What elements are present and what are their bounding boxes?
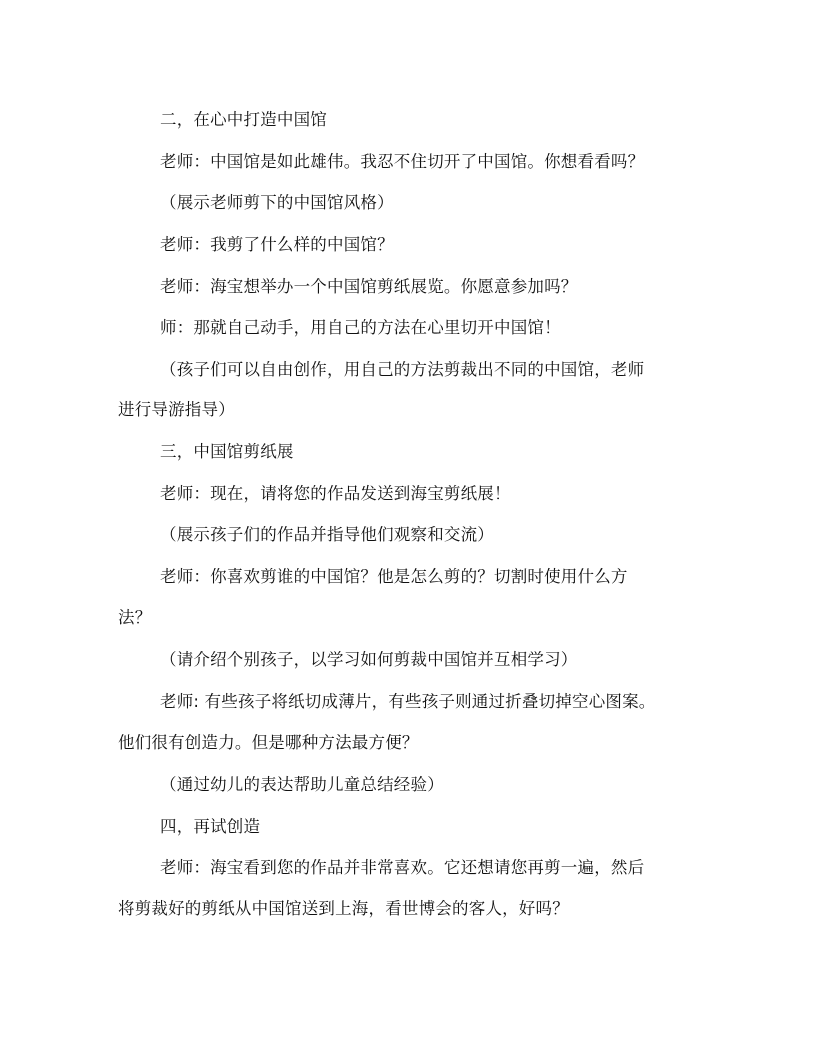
- paragraph: 老师：你喜欢剪谁的中国馆？他是怎么剪的？切割时使用什么方: [160, 567, 628, 586]
- section-heading-3: 三，中国馆剪纸展: [160, 442, 294, 461]
- paragraph: 老师: 有些孩子将纸切成薄片，有些孩子则通过折叠切掉空心图案。: [160, 692, 656, 711]
- paragraph-continuation: 法？: [118, 608, 152, 627]
- paragraph: （请介绍个别孩子，以学习如何剪裁中国馆并互相学习）: [160, 650, 578, 669]
- paragraph: 老师：海宝看到您的作品并非常喜欢。它还想请您再剪一遍，然后: [160, 858, 645, 877]
- paragraph: 师：那就自己动手，用自己的方法在心里切开中国馆！: [160, 318, 561, 337]
- section-heading-2: 二，在心中打造中国馆: [160, 110, 327, 129]
- paragraph-continuation: 他们很有创造力。但是哪种方法最方便？: [118, 733, 419, 752]
- paragraph-continuation: 进行导游指导）: [118, 400, 235, 419]
- paragraph: 老师：现在，请将您的作品发送到海宝剪纸展！: [160, 484, 511, 503]
- paragraph: （展示老师剪下的中国馆风格）: [160, 193, 394, 212]
- paragraph: 老师：中国馆是如此雄伟。我忍不住切开了中国馆。你想看看吗？: [160, 152, 645, 171]
- paragraph: 老师：海宝想举办一个中国馆剪纸展览。你愿意参加吗？: [160, 277, 578, 296]
- paragraph: （通过幼儿的表达帮助儿童总结经验）: [160, 775, 444, 794]
- section-heading-4: 四，再试创造: [160, 817, 261, 836]
- paragraph: （孩子们可以自由创作，用自己的方法剪裁出不同的中国馆，老师: [160, 360, 645, 379]
- paragraph: 老师：我剪了什么样的中国馆？: [160, 235, 394, 254]
- paragraph-continuation: 将剪裁好的剪纸从中国馆送到上海，看世博会的客人，好吗？: [118, 899, 569, 918]
- paragraph: （展示孩子们的作品并指导他们观察和交流）: [160, 525, 494, 544]
